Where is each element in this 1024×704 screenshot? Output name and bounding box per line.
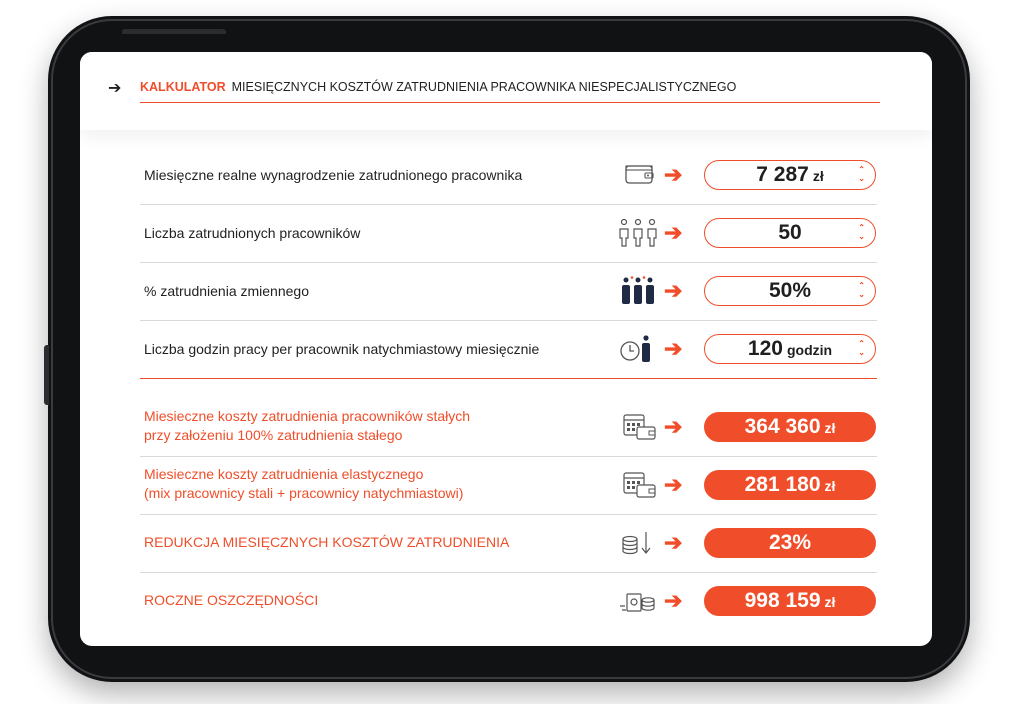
employees-input[interactable] — [704, 218, 876, 248]
flexible-costs-value: 281 180 — [744, 473, 821, 496]
chevron-up-icon[interactable]: ⌃ — [858, 223, 865, 232]
salary-unit: zł — [812, 168, 824, 184]
permanent-costs-result — [704, 412, 876, 442]
coins-down-icon — [618, 528, 662, 558]
row-divider — [140, 514, 877, 515]
calendar-wallet-icon — [618, 412, 662, 442]
hours-unit: godzin — [786, 342, 833, 358]
team-people-icon — [618, 276, 662, 306]
arrow-right-icon: ➔ — [108, 80, 122, 97]
result-label: ROCZNE OSZCZĘDNOŚCI — [144, 592, 319, 608]
annual-savings-result — [704, 586, 876, 616]
variable-employment-value: 50% — [768, 279, 812, 302]
result-label — [144, 407, 470, 445]
arrow-right-icon: ➔ — [664, 472, 683, 497]
permanent-costs-unit: zł — [824, 420, 836, 436]
input-label: % zatrudnienia zmiennego — [144, 283, 309, 299]
result-label-line1: Miesieczne koszty zatrudnienia elastycznego — [144, 466, 424, 482]
input-label: Liczba godzin pracy per pracownik natychmiastowy miesięcznie — [144, 341, 540, 357]
clock-person-icon — [618, 334, 662, 364]
title-text: MIESIĘCZNYCH KOSZTÓW ZATRUDNIENIA PRACOWNIKA NIESPECJALISTYCZNEGO — [231, 80, 737, 94]
spinner-chevrons[interactable] — [858, 223, 865, 241]
salary-input[interactable] — [704, 160, 876, 190]
arrow-right-icon: ➔ — [664, 162, 683, 187]
section-divider — [140, 378, 877, 379]
permanent-costs-value: 364 360 — [744, 415, 821, 438]
result-label-line2: przy założeniu 100% zatrudnienia stałego — [144, 427, 403, 443]
calendar-wallet-icon — [618, 470, 662, 500]
annual-savings-unit: zł — [824, 594, 836, 610]
chevron-up-icon[interactable]: ⌃ — [858, 339, 865, 348]
arrow-right-icon: ➔ — [664, 336, 683, 361]
spinner-chevrons[interactable] — [858, 281, 865, 299]
chevron-down-icon[interactable]: ⌄ — [858, 348, 865, 357]
arrow-right-icon: ➔ — [664, 588, 683, 613]
result-label — [144, 465, 463, 503]
cash-coins-icon — [618, 586, 662, 616]
result-label: REDUKCJA MIESIĘCZNYCH KOSZTÓW ZATRUDNIENIA — [144, 534, 510, 550]
page-title — [140, 80, 736, 94]
result-label-line1: Miesieczne koszty zatrudnienia pracowników stałych — [144, 408, 471, 424]
reduction-result — [704, 528, 876, 558]
three-people-icon — [618, 218, 662, 248]
chevron-up-icon[interactable]: ⌃ — [858, 165, 865, 174]
employees-value: 50 — [778, 221, 802, 244]
annual-savings-value: 998 159 — [744, 589, 821, 612]
input-label: Liczba zatrudnionych pracowników — [144, 225, 361, 241]
arrow-right-icon: ➔ — [664, 530, 683, 555]
arrow-right-icon: ➔ — [664, 278, 683, 303]
header — [80, 52, 932, 130]
flexible-costs-unit: zł — [824, 478, 836, 494]
spinner-chevrons[interactable] — [858, 339, 865, 357]
row-divider — [140, 320, 877, 321]
title-accent: KALKULATOR — [140, 80, 226, 94]
spinner-chevrons[interactable] — [858, 165, 865, 183]
chevron-up-icon[interactable]: ⌃ — [858, 281, 865, 290]
row-divider — [140, 204, 877, 205]
tablet-button — [170, 29, 226, 34]
row-divider — [140, 456, 877, 457]
arrow-right-icon: ➔ — [664, 414, 683, 439]
hours-input[interactable] — [704, 334, 876, 364]
calculator-screen — [80, 52, 932, 646]
input-label: Miesięczne realne wynagrodzenie zatrudnionego pracownika — [144, 167, 523, 183]
row-divider — [140, 572, 877, 573]
tablet-side-button — [44, 345, 49, 405]
row-divider — [140, 262, 877, 263]
chevron-down-icon[interactable]: ⌄ — [858, 290, 865, 299]
hours-value: 120 — [747, 337, 783, 360]
result-label-line2: (mix pracownicy stali + pracownicy natychmiastowi) — [144, 485, 464, 501]
reduction-value: 23% — [768, 531, 812, 554]
variable-employment-input[interactable] — [704, 276, 876, 306]
arrow-right-icon: ➔ — [664, 220, 683, 245]
salary-value: 7 287 — [756, 163, 809, 186]
flexible-costs-result — [704, 470, 876, 500]
chevron-down-icon[interactable]: ⌄ — [858, 174, 865, 183]
wallet-icon — [618, 160, 662, 190]
chevron-down-icon[interactable]: ⌄ — [858, 232, 865, 241]
header-divider — [140, 102, 880, 103]
